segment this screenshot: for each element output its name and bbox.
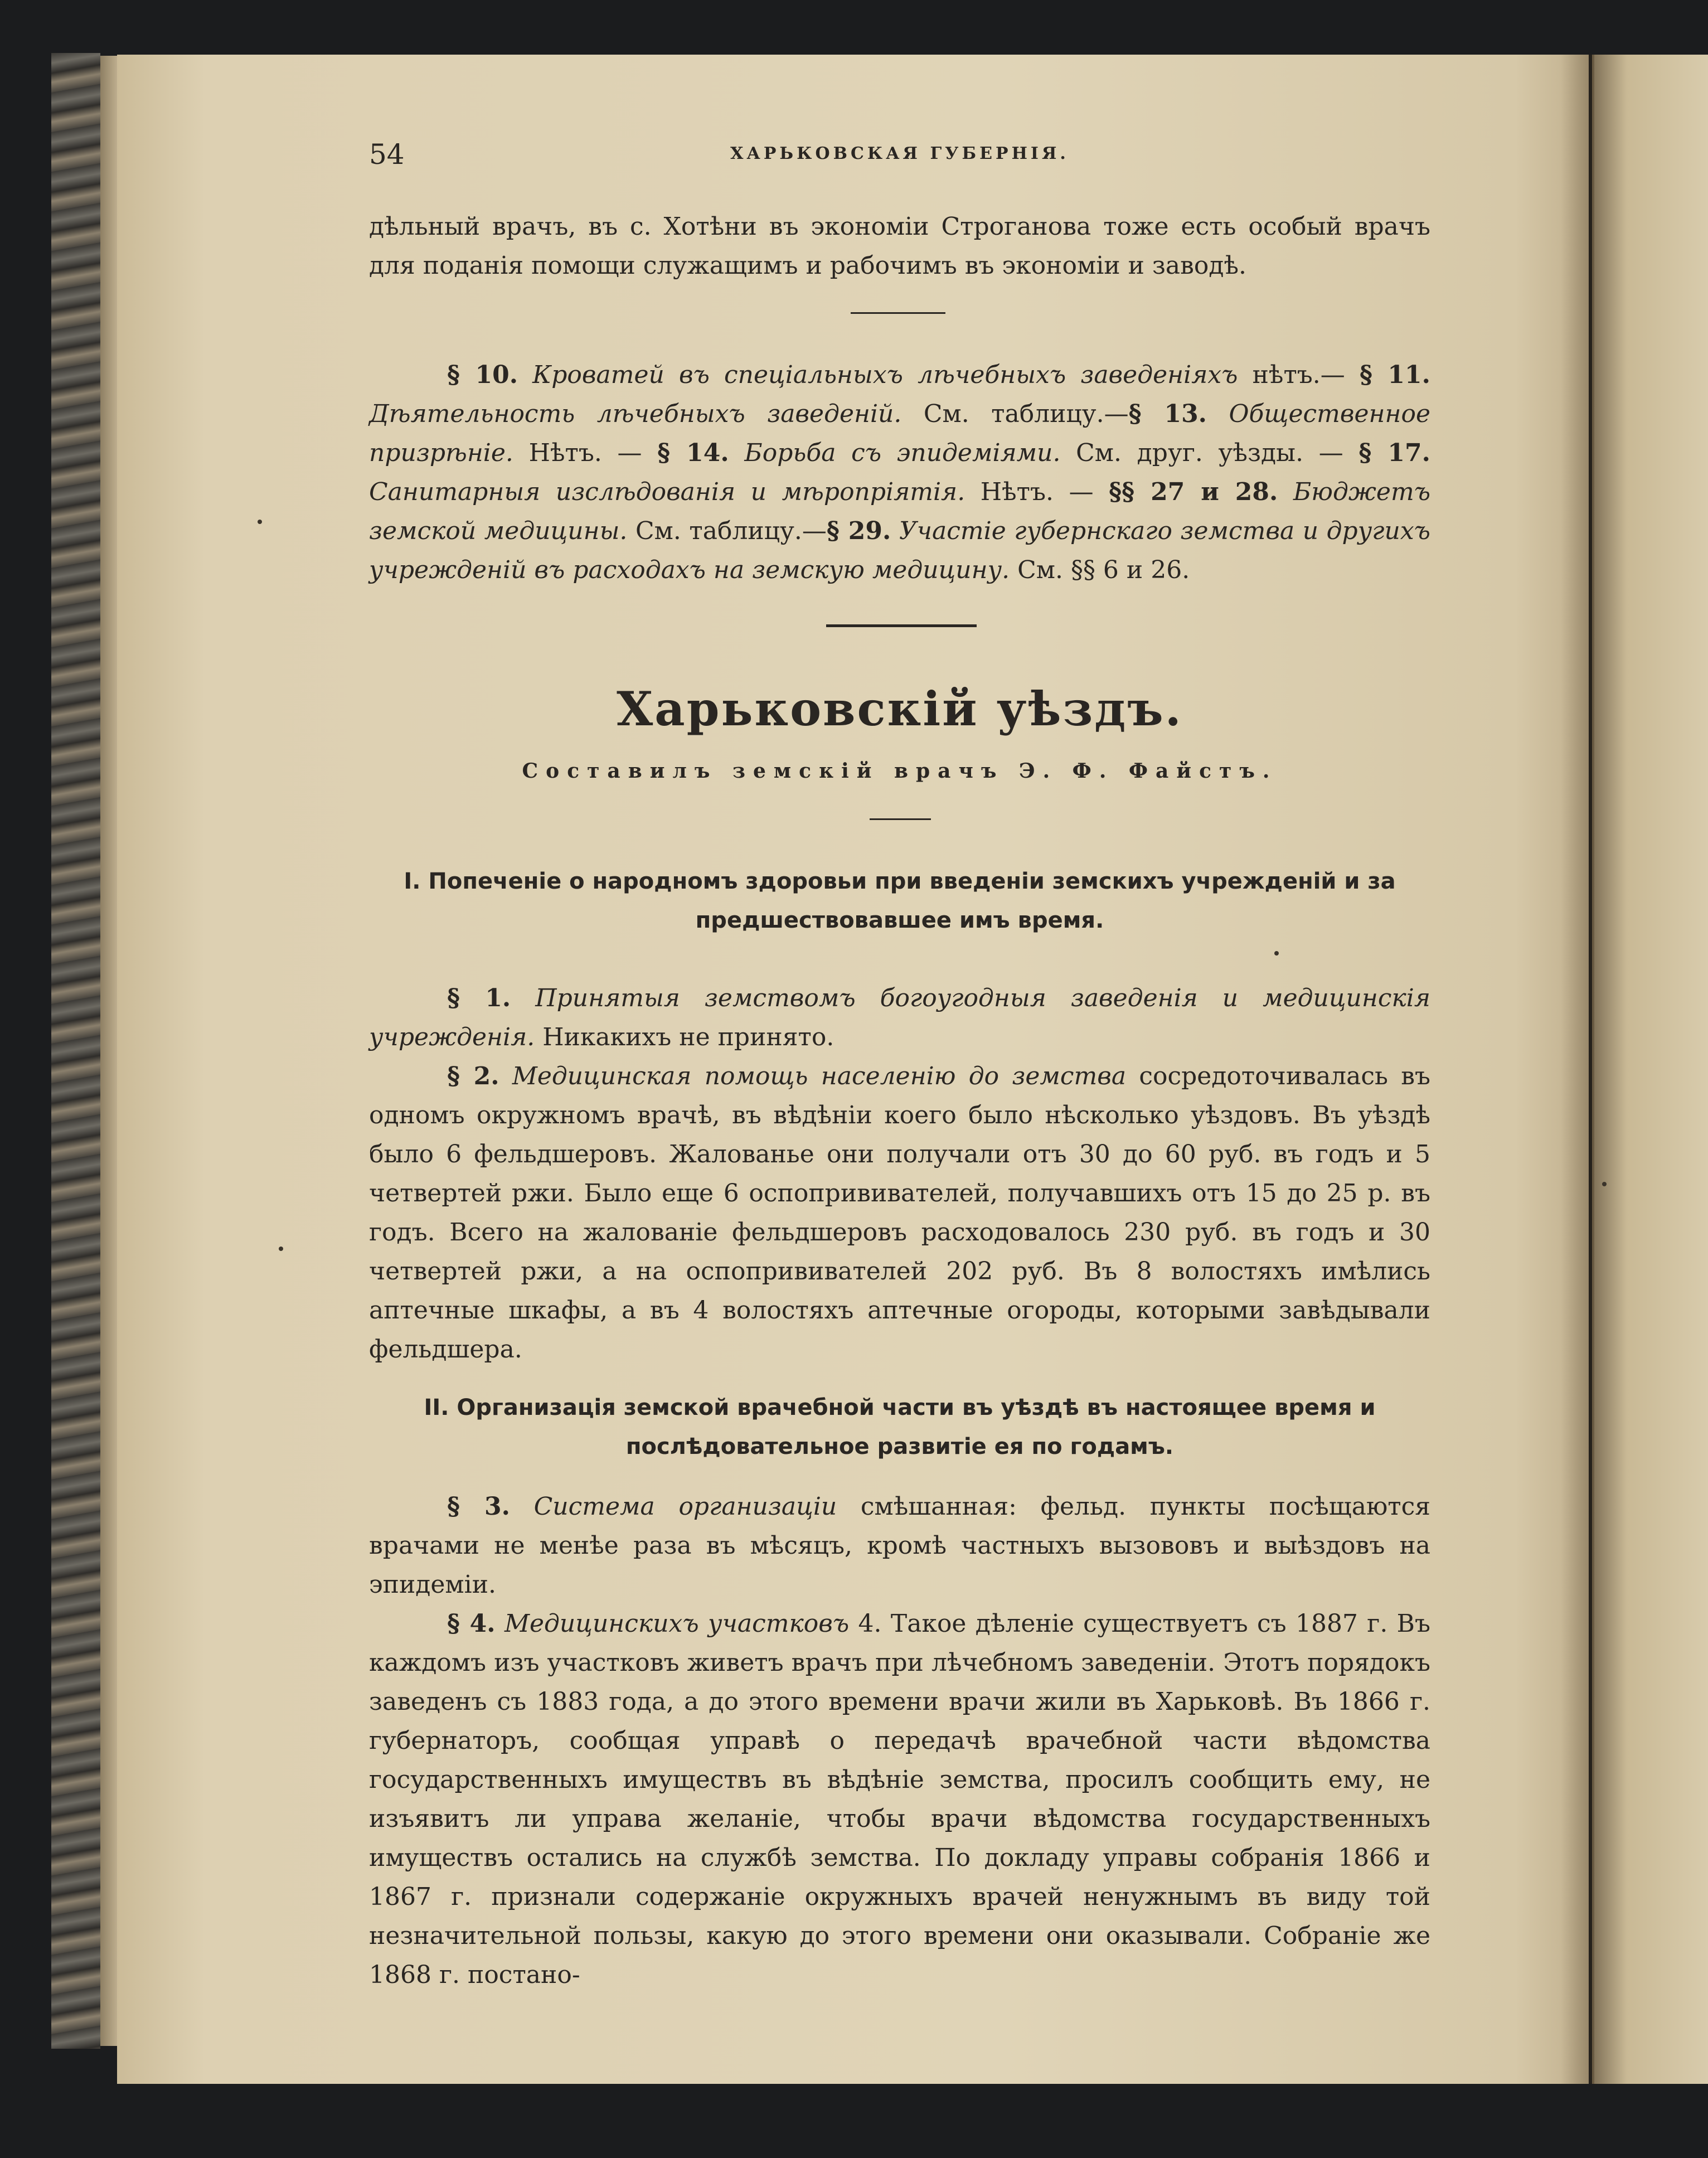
paragraph-3-title: Система организаціи <box>533 1492 837 1521</box>
section-11-title: Дѣятельность лѣчебныхъ заведеній. <box>369 400 902 428</box>
section-1-heading <box>369 862 1430 940</box>
section-29-text: См. §§ 6 и 26. <box>1010 556 1190 584</box>
summary-paragraph <box>369 356 1430 590</box>
page-number: 54 <box>369 138 405 171</box>
section-17-text: Нѣтъ. — <box>965 478 1109 506</box>
section-1-heading-line-2: предшествовавшее имъ время. <box>695 908 1104 933</box>
ink-speck <box>1602 1182 1607 1186</box>
paragraph-2-text: сосредоточивалась въ одномъ окружномъ врачѣ, въ вѣдѣніи коего было нѣсколько уѣздовъ. Въ уѣздѣ было 6 фельдшеровъ. Жалованье они получали отъ 30 до 60 руб. въ годъ и 5 четвертей ржи. Было еще 6 оспопрививателей, получавшихъ отъ 15 до 25 р. въ годъ. Всего на жалованіе фельдшеровъ расходовалось 230 руб. въ годъ и 30 четвертей ржи, а на оспопрививателей 202 руб. Въ 8 волостяхъ имѣлись аптечные шкафы, а въ 4 волостяхъ аптечные огороды, которыми завѣдывали фельдшера. <box>369 1062 1430 1364</box>
section-2-heading <box>369 1388 1430 1466</box>
section-11-number: § 11. <box>1359 361 1430 389</box>
section-2-heading-line-2: послѣдовательное развитіе ея по годамъ. <box>625 1434 1174 1459</box>
paragraph-4-text: 4. Такое дѣленіе существуетъ съ 1887 г. Въ каждомъ изъ участковъ живетъ врачъ при лѣчебномъ заведеніи. Этотъ порядокъ заведенъ съ 1883 года, а до этого времени врачи жили въ Харьковѣ. Въ 1866 г. губернаторъ, сообщая управѣ о передачѣ врачебной части вѣдомства государственныхъ имуществъ въ вѣдѣніе земства, просилъ сообщить ему, не изъявитъ ли управа желаніе, чтобы врачи вѣдомства государственныхъ имуществъ остались на службѣ земства. По докладу управы собранія 1866 и 1867 г. признали содержаніе окружныхъ врачей ненужнымъ въ виду той незначительной пользы, какую до этого времени они оказывали. Собраніе же 1868 г. постано- <box>369 1609 1430 1989</box>
paragraph-2-number: § 2. <box>447 1062 499 1090</box>
summary-text <box>369 356 1430 590</box>
section-27-28-text: См. таблицу.— <box>627 517 827 545</box>
section-10-title: Кроватей въ спеціальныхъ лѣчебныхъ заведеніяхъ <box>532 361 1238 389</box>
section-13-number: § 13. <box>1128 400 1207 428</box>
ink-speck <box>279 1247 283 1251</box>
section-17-number: § 17. <box>1358 439 1430 467</box>
section-11-text: См. таблицу.— <box>901 400 1129 428</box>
section-1-body <box>369 979 1430 1369</box>
separator-rule <box>851 312 945 314</box>
paragraph-4-title: Медицинскихъ участковъ <box>504 1609 850 1638</box>
ink-speck <box>258 520 262 524</box>
section-27-28-number: §§ 27 и 28. <box>1109 478 1278 506</box>
paragraph-4 <box>369 1604 1430 1995</box>
paragraph-1 <box>369 979 1430 1057</box>
running-title: ХАРЬКОВСКАЯ ГУБЕРНІЯ. <box>730 144 1069 163</box>
paragraph-2 <box>369 1057 1430 1369</box>
intro-text: дѣльный врачъ, въ с. Хотѣни въ экономіи Строганова тоже есть особый врачъ для поданія помощи служащимъ и рабочимъ въ экономіи и заводѣ. <box>369 212 1430 280</box>
compiler-line: Составилъ земскій врачъ Э. Ф. Файстъ. <box>522 759 1278 783</box>
county-title: Харьковскій уѣздъ. <box>617 681 1183 736</box>
separator-rule-3 <box>870 818 931 820</box>
section-14-number: § 14. <box>657 439 729 467</box>
intro-paragraph <box>369 207 1430 285</box>
paragraph-1-title: Принятыя земствомъ богоугодныя заведенія и медицинскія учрежденія. <box>369 984 1430 1051</box>
section-2-body <box>369 1487 1430 1995</box>
facing-page-edge <box>1592 55 1708 2084</box>
page-header <box>369 138 1430 177</box>
section-14-title: Борьба съ эпидеміями. <box>744 439 1061 467</box>
paragraph-4-number: § 4. <box>447 1609 496 1638</box>
section-13-text: Нѣтъ. — <box>513 439 658 467</box>
paragraph-3-number: § 3. <box>447 1492 510 1521</box>
section-1-heading-line-1: I. Попеченіе о народномъ здоровьи при введеніи земскихъ учрежденій и за <box>404 869 1396 894</box>
paragraph-3 <box>369 1487 1430 1604</box>
section-2-heading-line-1: II. Организація земской врачебной части въ уѣздѣ въ настоящее время и <box>424 1395 1376 1420</box>
paragraph-2-title: Медицинская помощь населенію до земства <box>512 1062 1127 1090</box>
section-13-title: Общественное призрѣніе. <box>369 400 1430 467</box>
gutter-shadow <box>1561 55 1594 2084</box>
section-10-number: § 10. <box>447 361 518 389</box>
section-17-title: Санитарныя изслѣдованія и мѣропріятія. <box>369 478 965 506</box>
paragraph-1-text: Никакихъ не принято. <box>535 1023 834 1051</box>
paragraph-3-text: смѣшанная: фельд. пункты посѣщаются врачами не менѣе раза въ мѣсяцъ, кромѣ частныхъ вызововъ и выѣздовъ на эпидеміи. <box>369 1492 1430 1599</box>
paragraph-1-number: § 1. <box>447 984 511 1012</box>
section-29-title: Участіе губернскаго земства и другихъ учрежденій въ расходахъ на земскую медицину. <box>369 517 1430 584</box>
section-27-28-title: Бюджетъ земской медицины. <box>369 478 1431 545</box>
section-29-number: § 29. <box>826 517 891 545</box>
separator-rule-2 <box>826 624 977 627</box>
section-14-text: См. друг. уѣзды. — <box>1060 439 1359 467</box>
ink-speck <box>1274 951 1279 956</box>
section-10-text: нѣтъ.— <box>1238 361 1360 389</box>
book-spine <box>51 53 100 2049</box>
